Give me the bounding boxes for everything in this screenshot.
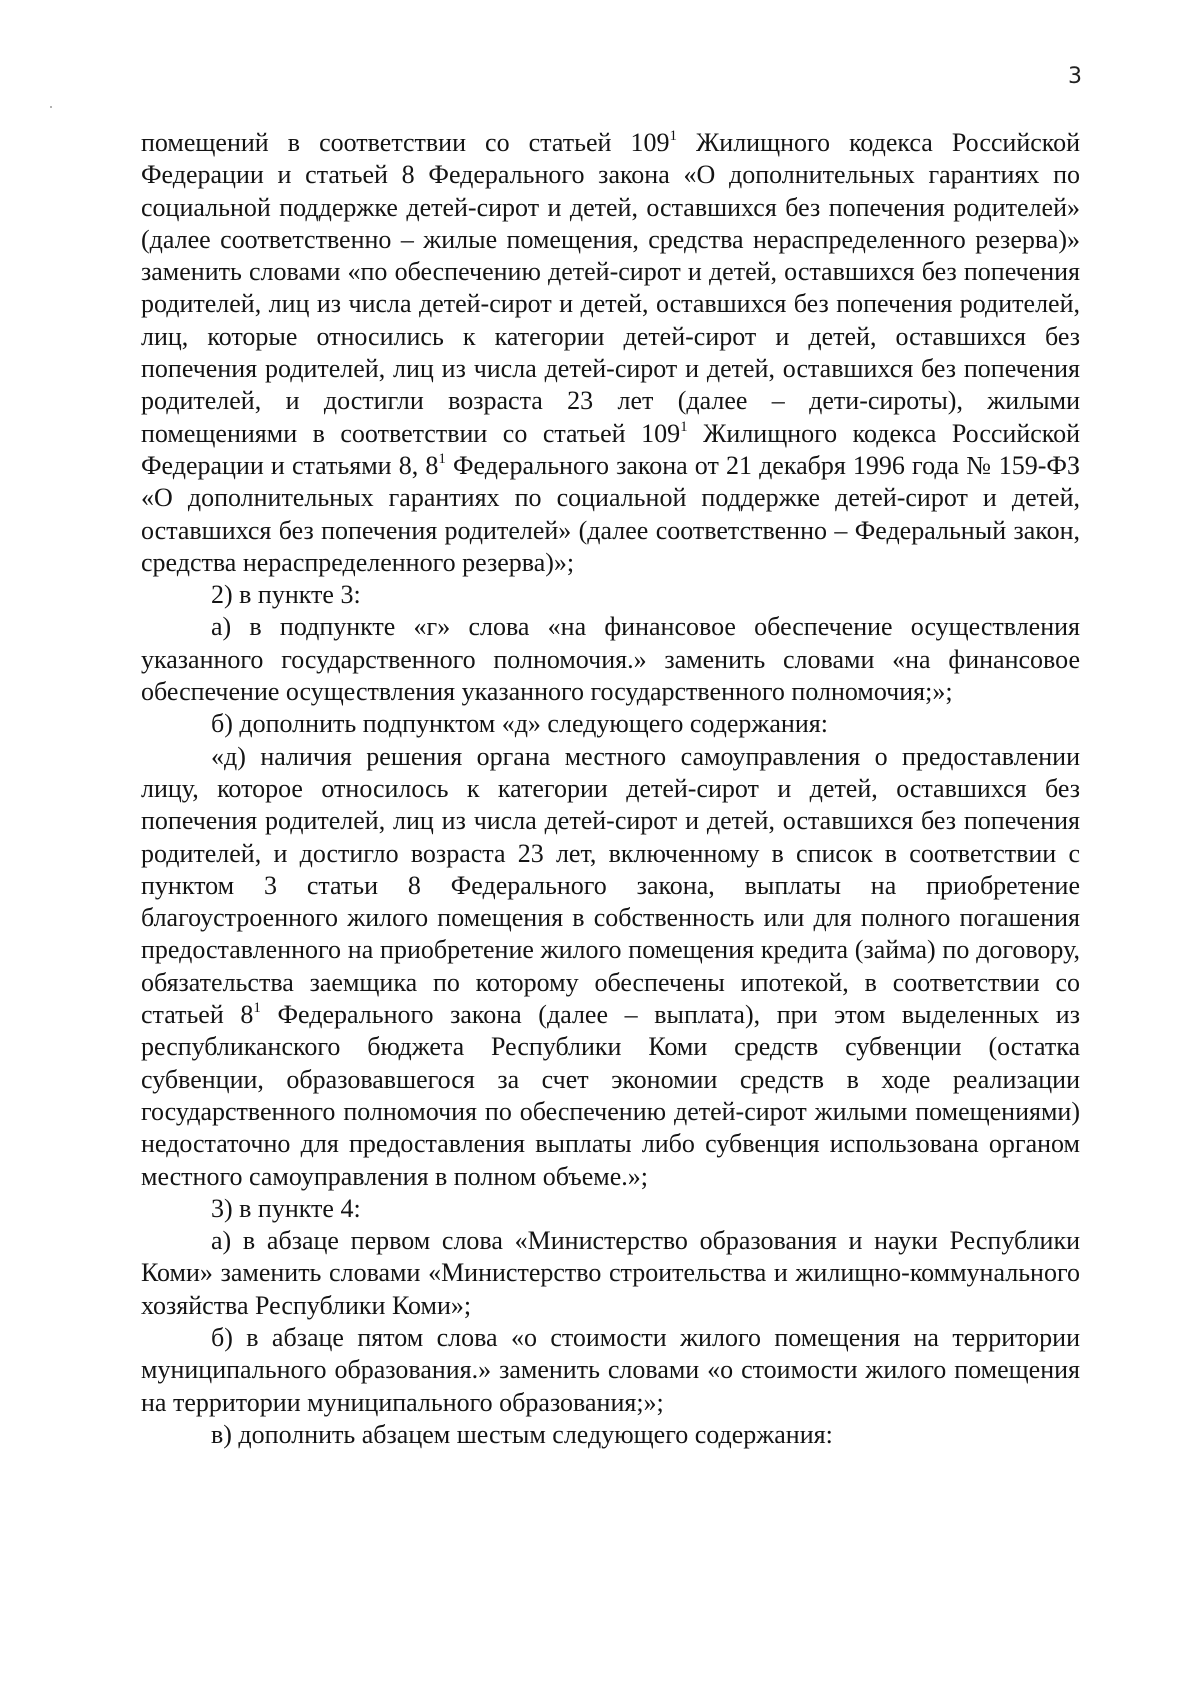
text-run: б) в абзаце пятом слова «о стоимости жилого помещения на территории муниципального образования.» заменить словами «о стоимости жилого помещения на территории муниципального образования;»;	[141, 1322, 1080, 1417]
document-body	[141, 127, 1080, 1451]
superscript: 1	[253, 1000, 261, 1017]
paragraph	[141, 1322, 1080, 1419]
paragraph	[141, 1225, 1080, 1322]
text-run: а) в абзаце первом слова «Министерство образования и науки Республики Коми» заменить словами «Министерство строительства и жилищно-коммунального хозяйства Республики Коми»;	[141, 1226, 1080, 1320]
paragraph	[141, 611, 1080, 708]
text-run: Федерального закона (далее – выплата), при этом выделенных из республиканского бюджета Республики Коми средств субвенции (остатка субвенции, образовавшегося за счет экономии средств в ходе реализации государственного полномочия по обеспечению детей-сирот жилыми помещениями) недостаточно для предоставления выплаты либо субвенция использована органом местного самоуправления в полном объеме.»;	[141, 1000, 1080, 1191]
text-run: Федерального закона от 21 декабря 1996 года № 159-ФЗ «О дополнительных гарантиях по социальной поддержке детей-сирот и детей, оставшихся без попечения родителей» (далее соответственно – Федеральный закон, средства нераспределенного резерва)»;	[141, 450, 1080, 577]
text-run: 3) в пункте 4:	[211, 1193, 361, 1223]
text-run: Жилищного кодекса Российской Федерации и статьями 8, 8	[141, 418, 1080, 480]
page-number: 3	[1068, 64, 1082, 89]
superscript: 1	[680, 418, 688, 435]
superscript: 1	[438, 450, 446, 467]
superscript: 1	[669, 128, 677, 144]
paragraph	[141, 708, 1080, 740]
paragraph	[141, 1193, 1080, 1225]
paragraph	[141, 1419, 1080, 1451]
paragraph	[141, 127, 1080, 579]
paragraph	[141, 741, 1080, 1193]
text-run: в) дополнить абзацем шестым следующего содержания:	[211, 1419, 833, 1449]
text-run: б) дополнить подпунктом «д» следующего содержания:	[211, 709, 828, 739]
paragraph	[141, 579, 1080, 611]
text-run: «д) наличия решения органа местного самоуправления о предоставлении лицу, которое относилось к категории детей-сирот и детей, оставшихся без попечения родителей, лиц из числа детей-сирот и детей, оставшихся без попечения родителей, и достигло возраста 23 лет, включенному в список в соответствии с пунктом 3 статьи 8 Федерального закона, выплаты на приобретение благоустроенного жилого помещения в собственность или для полного погашения предоставленного на приобретение жилого помещения кредита (займа) по договору, обязательства заемщика по которому обеспечены ипотекой, в соответствии со статьей 8	[141, 741, 1080, 1030]
text-run: а) в подпункте «г» слова «на финансовое обеспечение осуществления указанного государственного полномочия.» заменить словами «на финансовое обеспечение осуществления указанного государственного полномочия;»;	[141, 612, 1080, 707]
text-run: 2) в пункте 3:	[211, 580, 361, 610]
text-run: Жилищного кодекса Российской Федерации и статьей 8 Федерального закона «О дополнительных гарантиях по социальной поддержке детей-сирот и детей, оставшихся без попечения родителей» (далее соответственно – жилые помещения, средства нераспределенного резерва)» заменить словами «по обеспечению детей-сирот и детей, оставшихся без попечения родителей, лиц из числа детей-сирот и детей, оставшихся без попечения родителей, лиц, которые относились к категории детей-сирот и детей, оставшихся без попечения родителей, лиц из числа детей-сирот и детей, оставшихся без попечения родителей, и достигли возраста 23 лет (далее – дети-сироты), жилыми помещениями в соответствии со статьей 109	[141, 128, 1080, 448]
text-run: помещений в соответствии со статьей 109	[141, 128, 670, 157]
scan-speck	[50, 106, 52, 108]
